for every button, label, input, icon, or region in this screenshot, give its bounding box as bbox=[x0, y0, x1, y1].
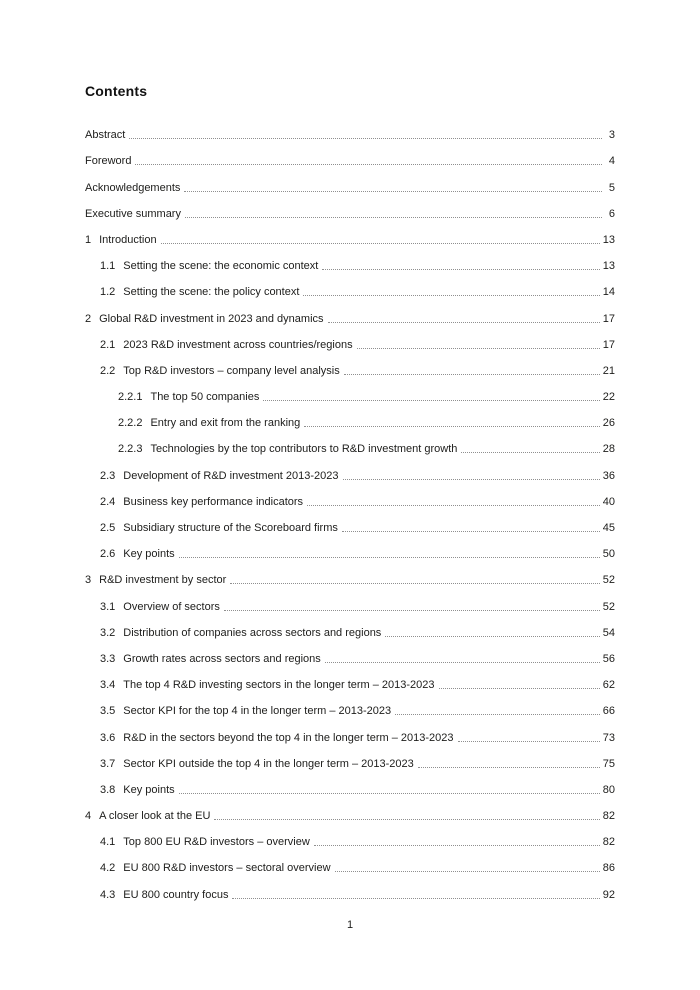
toc-entry bbox=[85, 273, 615, 299]
toc-entry-title: Key points bbox=[123, 548, 175, 561]
toc-entry-title: Top R&D investors – company level analysis bbox=[123, 364, 340, 377]
toc-entry-page: 62 bbox=[602, 679, 615, 692]
toc-entry bbox=[85, 535, 615, 561]
toc-entry-number: 3.7 bbox=[100, 757, 116, 770]
toc-entry bbox=[85, 352, 615, 378]
toc-entry-page: 54 bbox=[602, 626, 615, 639]
toc-leader-dots bbox=[135, 164, 602, 165]
toc-entry bbox=[85, 797, 615, 823]
toc-entry-title: R&D in the sectors beyond the top 4 in the longer term – 2013-2023 bbox=[123, 731, 454, 744]
toc-entry-number: 3.2 bbox=[100, 626, 116, 639]
toc-leader-dots bbox=[342, 531, 600, 532]
toc-entry-page: 80 bbox=[602, 783, 615, 796]
toc-entry-number: 2.4 bbox=[100, 495, 116, 508]
toc-entry-number: 3.4 bbox=[100, 679, 116, 692]
toc-entry-title: Subsidiary structure of the Scoreboard firms bbox=[123, 522, 338, 534]
toc-entry bbox=[85, 168, 615, 194]
toc-entry bbox=[85, 823, 615, 849]
toc-entry-number: 2.2.3 bbox=[118, 443, 143, 456]
toc-entry-title: Setting the scene: the policy context bbox=[123, 286, 300, 299]
toc-leader-dots bbox=[224, 610, 600, 611]
toc-entry bbox=[85, 430, 615, 456]
toc-entry-title: Acknowledgements bbox=[85, 181, 181, 194]
toc-entry bbox=[85, 378, 615, 404]
toc-entry-page: 56 bbox=[602, 652, 615, 665]
toc-leader-dots bbox=[343, 479, 600, 480]
toc-entry-number: 2.2 bbox=[100, 364, 116, 377]
toc-entry-page: 92 bbox=[602, 888, 615, 901]
toc-entry bbox=[85, 299, 615, 325]
toc-entry-page: 75 bbox=[602, 757, 615, 770]
toc-leader-dots bbox=[344, 374, 600, 375]
toc-entry-title: Foreword bbox=[85, 155, 132, 168]
toc-entry-title: EU 800 R&D investors – sectoral overview bbox=[123, 862, 331, 875]
toc-entry-number: 4 bbox=[85, 810, 92, 823]
toc-leader-dots bbox=[129, 138, 602, 139]
toc-entry-page: 86 bbox=[602, 862, 615, 875]
toc-entry-number: 3.6 bbox=[100, 731, 116, 744]
toc-entry-title: Business key performance indicators bbox=[123, 495, 304, 508]
toc-leader-dots bbox=[458, 741, 600, 742]
toc-entry-title: Sector KPI outside the top 4 in the longer term – 2013-2023 bbox=[123, 757, 414, 770]
toc-entry-number: 3.1 bbox=[100, 600, 116, 613]
toc-entry-number: 2.1 bbox=[100, 338, 116, 351]
toc-entry-page: 52 bbox=[602, 600, 615, 613]
toc-entry-number: 1.2 bbox=[100, 286, 116, 299]
toc-leader-dots bbox=[418, 767, 600, 768]
toc-entry-title: Executive summary bbox=[85, 207, 181, 220]
toc-entry-page: 17 bbox=[602, 338, 615, 351]
toc-entry-title: The top 50 companies bbox=[150, 391, 260, 404]
toc-entry-page: 22 bbox=[602, 391, 615, 404]
toc-entry-page: 5 bbox=[608, 181, 615, 194]
toc-entry bbox=[85, 561, 615, 587]
toc-entry-number: 3 bbox=[85, 574, 92, 587]
toc-entry bbox=[85, 116, 615, 142]
toc-entry-page: 52 bbox=[602, 574, 615, 587]
toc-entry-page: 26 bbox=[602, 417, 615, 430]
toc-leader-dots bbox=[314, 845, 600, 846]
toc-entry-page: 13 bbox=[602, 260, 615, 273]
toc-entry-number: 2.2.1 bbox=[118, 391, 143, 404]
toc-entry-title: Entry and exit from the ranking bbox=[150, 417, 301, 430]
toc-entry-number: 3.3 bbox=[100, 652, 116, 665]
toc-entry bbox=[85, 771, 615, 797]
toc-entry-title: Distribution of companies across sectors and regions bbox=[123, 626, 382, 639]
toc-entry-page: 66 bbox=[602, 705, 615, 718]
toc-entry bbox=[85, 614, 615, 640]
toc-leader-dots bbox=[179, 793, 600, 794]
toc-entry-title: Abstract bbox=[85, 129, 126, 142]
toc-entry-page: 4 bbox=[608, 155, 615, 168]
toc-leader-dots bbox=[232, 898, 599, 899]
toc-entry-page: 36 bbox=[602, 469, 615, 482]
toc-entry-title: Development of R&D investment 2013-2023 bbox=[123, 469, 339, 482]
toc-entry-number: 2.3 bbox=[100, 469, 116, 482]
toc-entry-number: 2 bbox=[85, 312, 92, 325]
toc-entry-title: Key points bbox=[123, 783, 175, 796]
toc-leader-dots bbox=[461, 452, 599, 453]
toc-entry-page: 82 bbox=[602, 810, 615, 823]
toc-entry-number: 4.1 bbox=[100, 836, 116, 849]
toc-entry-title: The top 4 R&D investing sectors in the longer term – 2013-2023 bbox=[123, 679, 435, 692]
toc-leader-dots bbox=[307, 505, 600, 506]
toc-entry-title: Growth rates across sectors and regions bbox=[123, 652, 321, 665]
toc-entry bbox=[85, 195, 615, 221]
toc-entry-title: Setting the scene: the economic context bbox=[123, 260, 319, 273]
toc-entry-title: 2023 R&D investment across countries/regions bbox=[123, 338, 353, 351]
toc-entry-page: 17 bbox=[602, 312, 615, 325]
toc-entry bbox=[85, 666, 615, 692]
toc-entry-title: Technologies by the top contributors to R&D investment growth bbox=[150, 443, 458, 456]
toc-leader-dots bbox=[439, 688, 600, 689]
toc-entry-number: 2.2.2 bbox=[118, 417, 143, 430]
toc-entry-number: 4.2 bbox=[100, 862, 116, 875]
toc-leader-dots bbox=[335, 871, 600, 872]
toc-leader-dots bbox=[385, 636, 599, 637]
toc-leader-dots bbox=[303, 295, 599, 296]
toc-leader-dots bbox=[263, 400, 599, 401]
toc-leader-dots bbox=[322, 269, 599, 270]
toc-entry bbox=[85, 509, 615, 535]
toc-entry bbox=[85, 640, 615, 666]
toc-entry-page: 50 bbox=[602, 548, 615, 561]
toc-entry bbox=[85, 483, 615, 509]
toc-entry bbox=[85, 326, 615, 352]
toc-entry-number: 1.1 bbox=[100, 260, 116, 273]
toc-entry bbox=[85, 587, 615, 613]
toc-entry-title: Introduction bbox=[99, 233, 157, 246]
toc-entry-title: Global R&D investment in 2023 and dynamics bbox=[99, 312, 324, 325]
toc-entry-page: 82 bbox=[602, 836, 615, 849]
contents-heading: Contents bbox=[85, 83, 148, 99]
toc-entry bbox=[85, 718, 615, 744]
toc-entry-page: 28 bbox=[602, 443, 615, 456]
toc-leader-dots bbox=[184, 191, 602, 192]
toc-leader-dots bbox=[357, 348, 600, 349]
document-page bbox=[85, 83, 615, 902]
toc-leader-dots bbox=[304, 426, 599, 427]
toc-entry bbox=[85, 745, 615, 771]
toc-entry-number: 1 bbox=[85, 233, 92, 246]
toc-leader-dots bbox=[395, 714, 600, 715]
toc-entry-number: 3.5 bbox=[100, 705, 116, 718]
toc-entry bbox=[85, 142, 615, 168]
toc-entry-page: 45 bbox=[602, 522, 615, 534]
toc-entry-page: 40 bbox=[602, 495, 615, 508]
toc-entry-title: R&D investment by sector bbox=[99, 574, 227, 587]
page-number: 1 bbox=[346, 919, 354, 931]
toc-entry-page: 6 bbox=[608, 207, 615, 220]
toc-entry-number: 2.6 bbox=[100, 548, 116, 561]
toc-entry bbox=[85, 404, 615, 430]
toc-entry-title: Top 800 EU R&D investors – overview bbox=[123, 836, 310, 849]
toc-entry-page: 14 bbox=[602, 286, 615, 299]
toc-leader-dots bbox=[230, 583, 599, 584]
toc-list bbox=[85, 116, 615, 902]
toc-entry-title: EU 800 country focus bbox=[123, 888, 229, 901]
toc-entry-number: 2.5 bbox=[100, 522, 116, 534]
toc-leader-dots bbox=[214, 819, 599, 820]
toc-entry-page: 73 bbox=[602, 731, 615, 744]
toc-entry-title: A closer look at the EU bbox=[99, 810, 211, 823]
toc-entry bbox=[85, 247, 615, 273]
toc-entry-page: 3 bbox=[608, 129, 615, 142]
toc-leader-dots bbox=[185, 217, 602, 218]
toc-entry-number: 3.8 bbox=[100, 783, 116, 796]
toc-leader-dots bbox=[161, 243, 600, 244]
toc-entry bbox=[85, 849, 615, 875]
toc-entry bbox=[85, 221, 615, 247]
toc-entry bbox=[85, 692, 615, 718]
toc-leader-dots bbox=[328, 322, 600, 323]
toc-leader-dots bbox=[325, 662, 600, 663]
toc-entry-page: 21 bbox=[602, 364, 615, 377]
toc-entry-title: Overview of sectors bbox=[123, 600, 220, 613]
toc-entry-title: Sector KPI for the top 4 in the longer term – 2013-2023 bbox=[123, 705, 392, 718]
toc-leader-dots bbox=[179, 557, 600, 558]
toc-entry-number: 4.3 bbox=[100, 888, 116, 901]
toc-entry bbox=[85, 875, 615, 901]
toc-entry bbox=[85, 456, 615, 482]
toc-entry-page: 13 bbox=[602, 233, 615, 246]
